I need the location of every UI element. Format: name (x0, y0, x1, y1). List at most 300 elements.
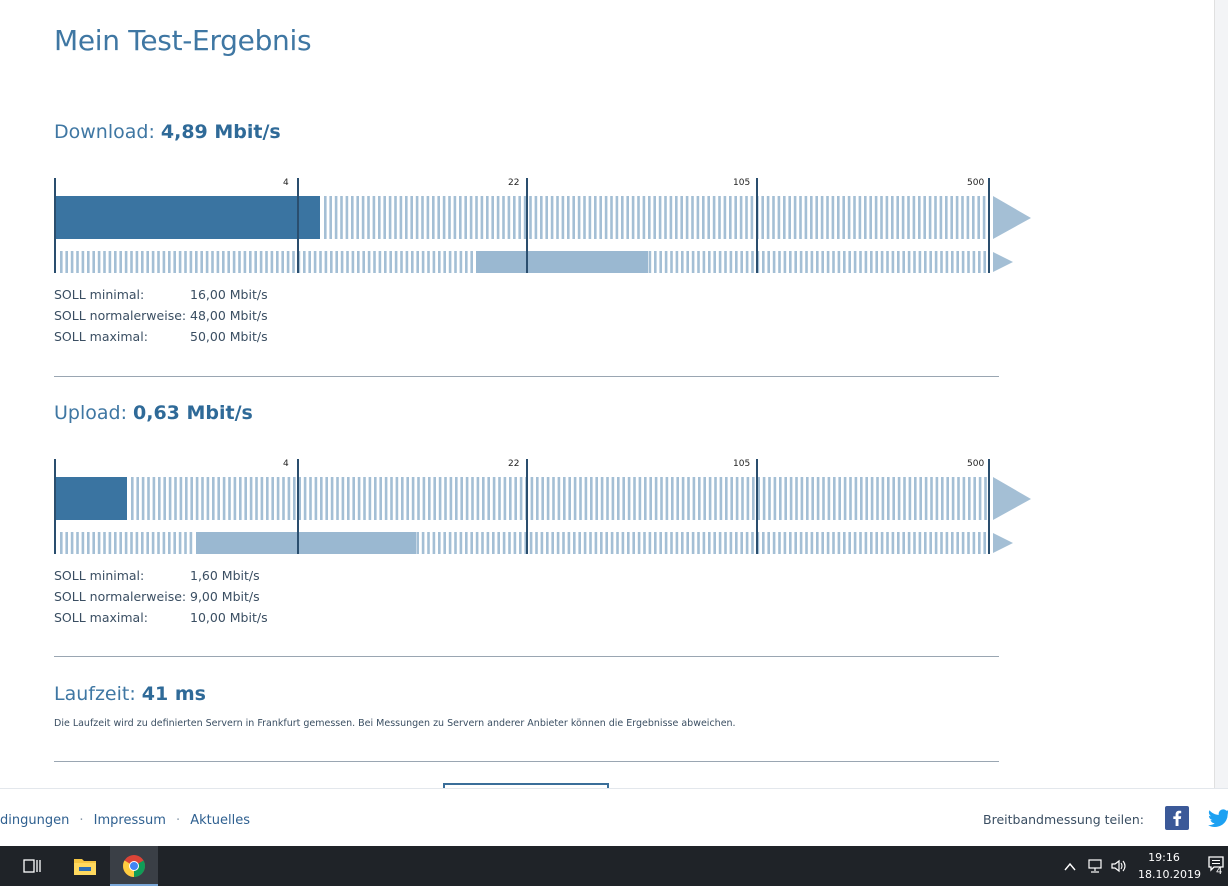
download-scale-stripe (826, 196, 829, 239)
download-scale-stripe (276, 251, 279, 273)
upload-scale-stripe (930, 477, 933, 520)
upload-soll-range-fill (196, 532, 416, 554)
upload-scale-stripe (984, 477, 987, 520)
download-scale-stripe (379, 251, 382, 273)
download-scale-stripe (464, 196, 467, 239)
upload-scale-stripe (778, 532, 781, 554)
footer-link-impressum[interactable]: Impressum (93, 813, 166, 828)
download-scale-stripe (729, 196, 732, 239)
upload-scale-stripe (946, 477, 949, 520)
upload-scale-stripe (794, 532, 797, 554)
download-scale-stripe (502, 196, 505, 239)
download-scale-stripe (281, 251, 284, 273)
download-scale-stripe (794, 196, 797, 239)
upload-scale-stripe (838, 532, 841, 554)
download-scale-stripe (179, 251, 182, 273)
download-scale-stripe (896, 196, 899, 239)
upload-scale-stripe (655, 477, 658, 520)
download-scale-stripe (967, 251, 970, 273)
download-scale-stripe (454, 251, 457, 273)
download-scale-stripe (287, 251, 290, 273)
download-scale-stripe (540, 196, 543, 239)
upload-scale-stripe (514, 477, 517, 520)
download-scale-stripe (605, 196, 608, 239)
download-scale-stripe (697, 251, 700, 273)
download-scale-stripe (843, 251, 846, 273)
upload-scale-stripe (936, 477, 939, 520)
upload-scale-stripe (428, 477, 431, 520)
upload-scale-stripe (146, 532, 149, 554)
download-scale-stripe (676, 251, 679, 273)
upload-scale-stripe (898, 477, 901, 520)
upload-scale-stripe (956, 532, 959, 554)
upload-scale-stripe (957, 477, 960, 520)
upload-scale-stripe (886, 532, 889, 554)
upload-scale-stripe (935, 532, 938, 554)
upload-scale-stripe (470, 532, 473, 554)
download-scale-stripe (870, 251, 873, 273)
chevron-up-icon[interactable] (1063, 859, 1077, 873)
download-scale-stripe (384, 251, 387, 273)
download-scale-stripe (438, 251, 441, 273)
upload-scale-stripe (929, 532, 932, 554)
download-scale-stripe (271, 251, 274, 273)
upload-scale-stripe (789, 532, 792, 554)
chrome-taskbar-button[interactable] (110, 846, 158, 886)
latency-label: Laufzeit: (54, 683, 142, 705)
download-scale-stripe (637, 196, 640, 239)
upload-scale-stripe (611, 532, 614, 554)
download-scale-stripe (395, 251, 398, 273)
download-scale-stripe (491, 196, 494, 239)
upload-scale-stripe (87, 532, 90, 554)
upload-scale-stripe (103, 532, 106, 554)
upload-scale-stripe (347, 477, 350, 520)
download-scale-stripe (529, 196, 532, 239)
download-scale-stripe (130, 251, 133, 273)
download-scale-stripe (978, 251, 981, 273)
download-scale-stripe (427, 196, 430, 239)
upload-scale-stripe (860, 477, 863, 520)
download-scale-stripe (762, 251, 765, 273)
upload-scale-stripe (908, 532, 911, 554)
upload-scale-stripe (71, 532, 74, 554)
upload-scale-stripe (509, 477, 512, 520)
download-scale-stripe (465, 251, 468, 273)
upload-scale-stripe (671, 477, 674, 520)
footer-separator: · (79, 813, 84, 828)
download-scale-stripe (654, 251, 657, 273)
upload-scale-stripe (632, 532, 635, 554)
download-scale-stripe (772, 196, 775, 239)
download-soll-list: SOLL minimal: 16,00 Mbit/s SOLL normalerweise: 48,00 Mbit/s SOLL maximal: 50,00 Mbit/s (54, 287, 268, 344)
upload-scale-stripe (978, 532, 981, 554)
download-scale-stripe (686, 196, 689, 239)
upload-scale-stripe (465, 532, 468, 554)
upload-scale-stripe (670, 532, 673, 554)
upload-scale-stripe (644, 477, 647, 520)
download-scale-stripe (308, 251, 311, 273)
download-scale-stripe (719, 251, 722, 273)
upload-scale-stripe (805, 532, 808, 554)
upload-scale-stripe (687, 477, 690, 520)
download-scale-stripe (691, 196, 694, 239)
upload-scale-stripe (163, 532, 166, 554)
upload-scale-stripe (654, 532, 657, 554)
upload-scale-stripe (638, 532, 641, 554)
upload-scale-stripe (875, 532, 878, 554)
twitter-icon[interactable] (1206, 806, 1228, 830)
upload-scale-stripe (266, 477, 269, 520)
download-scale-stripe (406, 251, 409, 273)
upload-scale-stripe (892, 477, 895, 520)
upload-scale-stripe (806, 477, 809, 520)
page-scrollbar[interactable] (1214, 0, 1228, 788)
download-scale-stripe (329, 196, 332, 239)
download-scale-stripe (233, 251, 236, 273)
upload-scale-stripe (628, 477, 631, 520)
upload-scale-stripe (482, 477, 485, 520)
upload-scale-stripe (282, 477, 285, 520)
upload-scale-stripe (817, 477, 820, 520)
upload-scale-stripe (427, 532, 430, 554)
download-scale-stripe (977, 196, 980, 239)
download-scale-stripe (513, 196, 516, 239)
download-scale-stripe (621, 196, 624, 239)
download-scale-stripe (594, 196, 597, 239)
download-scale-stripe (811, 251, 814, 273)
upload-scale-stripe (746, 532, 749, 554)
download-scale-stripe (254, 251, 257, 273)
upload-scale-stripe (460, 477, 463, 520)
upload-scale-stripe (551, 532, 554, 554)
download-scale-stripe (869, 196, 872, 239)
upload-scale-stripe (881, 532, 884, 554)
upload-scale-stripe (779, 477, 782, 520)
upload-heading (54, 402, 253, 424)
download-scale-stripe (713, 196, 716, 239)
upload-scale-stripe (633, 477, 636, 520)
upload-scale-stripe (379, 477, 382, 520)
download-scale-stripe (497, 196, 500, 239)
download-scale-stripe (373, 196, 376, 239)
upload-scale-stripe (541, 477, 544, 520)
download-scale-stripe (751, 196, 754, 239)
download-scale-stripe (211, 251, 214, 273)
upload-scale-stripe (471, 477, 474, 520)
download-scale-stripe (675, 196, 678, 239)
upload-scale-stripe (487, 532, 490, 554)
download-scale-stripe (670, 196, 673, 239)
upload-scale-stripe (584, 532, 587, 554)
share-label: Breitbandmessung teilen: (983, 812, 1144, 827)
upload-scale-stripe (541, 532, 544, 554)
upload-scale-stripe (136, 477, 139, 520)
download-scale-stripe (340, 196, 343, 239)
download-scale-stripe (470, 196, 473, 239)
upload-scale-stripe (563, 477, 566, 520)
download-scale-stripe (805, 196, 808, 239)
download-scale-stripe (433, 251, 436, 273)
upload-scale-stripe (919, 532, 922, 554)
upload-scale-stripe (914, 477, 917, 520)
download-scale-stripe (481, 196, 484, 239)
upload-scale-stripe (843, 532, 846, 554)
upload-scale-stripe (681, 532, 684, 554)
download-scale-stripe (707, 196, 710, 239)
download-scale-stripe (460, 251, 463, 273)
upload-scale-stripe (697, 532, 700, 554)
download-scale-stripe (643, 196, 646, 239)
download-scale-stripe (459, 196, 462, 239)
upload-scale-stripe (158, 477, 161, 520)
download-scale-stripe (626, 196, 629, 239)
download-scale-stripe (745, 196, 748, 239)
upload-scale-stripe (763, 477, 766, 520)
upload-tick-label-4: 4 (283, 459, 289, 469)
chrome-icon (122, 854, 146, 878)
upload-scale-stripe (416, 532, 419, 554)
upload-scale-stripe (827, 532, 830, 554)
download-scale-stripe (422, 251, 425, 273)
download-scale-stripe (692, 251, 695, 273)
upload-scale-stripe (234, 477, 237, 520)
download-tick-label-500: 500 (967, 178, 985, 188)
upload-scale-stripe (390, 477, 393, 520)
download-scale-stripe (443, 196, 446, 239)
upload-soll-list: SOLL minimal: 1,60 Mbit/s SOLL normalerweise: 9,00 Mbit/s SOLL maximal: 10,00 Mbit/s (54, 568, 268, 625)
download-scale-stripe (816, 251, 819, 273)
download-scale-stripe (292, 251, 295, 273)
upload-scale-stripe (82, 532, 85, 554)
download-scale-stripe (778, 196, 781, 239)
upload-scale-stripe (552, 477, 555, 520)
download-scale-stripe (838, 251, 841, 273)
upload-scale-stripe (686, 532, 689, 554)
download-scale-stripe (934, 196, 937, 239)
download-scale-stripe (751, 251, 754, 273)
download-tick-label-105: 105 (733, 178, 751, 188)
download-scale-stripe (238, 251, 241, 273)
upload-scale-stripe (449, 532, 452, 554)
upload-scale-stripe (417, 477, 420, 520)
upload-scale-stripe (983, 532, 986, 554)
download-scale-stripe (983, 251, 986, 273)
upload-tick-label-22: 22 (508, 459, 520, 469)
footer-links (0, 809, 250, 828)
upload-scale-stripe (951, 532, 954, 554)
upload-scale-stripe (320, 477, 323, 520)
upload-scale-stripe (504, 477, 507, 520)
upload-scale-stripe (255, 477, 258, 520)
download-scale-stripe (697, 196, 700, 239)
upload-label: Upload: (54, 402, 134, 424)
download-scale-stripe (935, 251, 938, 273)
download-scale-stripe (103, 251, 106, 273)
upload-scale-stripe (239, 477, 242, 520)
upload-scale-stripe (573, 532, 576, 554)
upload-scale-stripe (271, 477, 274, 520)
download-scale-stripe (200, 251, 203, 273)
upload-scale-stripe (568, 532, 571, 554)
upload-scale-stripe (450, 477, 453, 520)
upload-scale-stripe (713, 532, 716, 554)
upload-scale-stripe (153, 477, 156, 520)
upload-scale-stripe (65, 532, 68, 554)
upload-scale-stripe (196, 477, 199, 520)
upload-scale-stripe (493, 477, 496, 520)
download-scale-stripe (940, 251, 943, 273)
download-scale-stripe (394, 196, 397, 239)
download-scale-stripe (114, 251, 117, 273)
network-icon[interactable] (1086, 858, 1104, 874)
upload-scale-stripe (293, 477, 296, 520)
download-scale-stripe (432, 196, 435, 239)
download-scale-stripe (821, 251, 824, 273)
upload-scale-stripe (612, 477, 615, 520)
upload-scale-stripe (309, 477, 312, 520)
upload-scale-stripe (600, 532, 603, 554)
upload-scale-stripe (433, 477, 436, 520)
download-scale-stripe (368, 251, 371, 273)
download-scale-stripe (773, 251, 776, 273)
upload-scale-stripe (152, 532, 155, 554)
download-scale-stripe (362, 251, 365, 273)
upload-scale-stripe (855, 477, 858, 520)
download-scale-stripe (919, 251, 922, 273)
download-scale-stripe (718, 196, 721, 239)
volume-icon[interactable] (1110, 858, 1128, 874)
download-scale-stripe (362, 196, 365, 239)
upload-scale-stripe (369, 477, 372, 520)
upload-scale-stripe (374, 477, 377, 520)
download-scale-stripe (141, 251, 144, 273)
upload-scale-stripe (147, 477, 150, 520)
upload-scale-stripe (574, 477, 577, 520)
upload-scale-stripe (925, 477, 928, 520)
upload-scale-stripe (562, 532, 565, 554)
upload-scale-stripe (190, 477, 193, 520)
download-scale-stripe (902, 251, 905, 273)
system-clock[interactable] (1138, 849, 1201, 883)
upload-scale-stripe (578, 532, 581, 554)
upload-scale-stripe (304, 477, 307, 520)
download-scale-stripe (314, 251, 317, 273)
download-scale-stripe (206, 251, 209, 273)
upload-scale-stripe (816, 532, 819, 554)
upload-scale-stripe (119, 532, 122, 554)
upload-scale-stripe (190, 532, 193, 554)
task-view-icon[interactable] (22, 858, 44, 874)
download-scale-stripe (724, 251, 727, 273)
upload-scale-stripe (720, 477, 723, 520)
upload-scale-stripe (622, 532, 625, 554)
upload-scale-stripe (492, 532, 495, 554)
upload-tick-label-500: 500 (967, 459, 985, 469)
download-scale-stripe (335, 196, 338, 239)
download-scale-stripe (929, 251, 932, 273)
download-heading (54, 121, 281, 143)
upload-scale-stripe (821, 532, 824, 554)
file-explorer-icon[interactable] (73, 855, 97, 877)
upload-scale-stripe (558, 477, 561, 520)
upload-scale-stripe (157, 532, 160, 554)
download-scale-stripe (352, 251, 355, 273)
upload-scale-stripe (887, 477, 890, 520)
download-scale-stripe (556, 196, 559, 239)
upload-scale-stripe (832, 532, 835, 554)
upload-scale-stripe (762, 532, 765, 554)
upload-scale-stripe (98, 532, 101, 554)
upload-scale-stripe (773, 532, 776, 554)
download-scale-stripe (853, 196, 856, 239)
download-scale-stripe (848, 251, 851, 273)
download-scale-stripe (437, 196, 440, 239)
download-scale-stripe (842, 196, 845, 239)
upload-scale-stripe (487, 477, 490, 520)
upload-scale-stripe (703, 532, 706, 554)
upload-scale-stripe (498, 477, 501, 520)
download-scale-stripe (730, 251, 733, 273)
download-scale-stripe (449, 251, 452, 273)
footer-link-nutzungsbedingungen[interactable]: dingungen (0, 813, 70, 828)
download-scale-stripe (190, 251, 193, 273)
upload-scale-stripe (924, 532, 927, 554)
download-scale-stripe (859, 196, 862, 239)
facebook-icon[interactable] (1165, 806, 1189, 830)
download-scale-stripe (805, 251, 808, 273)
upload-scale-stripe (179, 532, 182, 554)
download-scale-stripe (163, 251, 166, 273)
notification-count: 4 (1216, 866, 1223, 877)
notification-center-icon[interactable] (1208, 856, 1228, 878)
download-scale-stripe (681, 251, 684, 273)
upload-scale-stripe (714, 477, 717, 520)
download-scale-stripe (65, 251, 68, 273)
download-scale-stripe (518, 196, 521, 239)
download-scale-stripe (562, 196, 565, 239)
download-scale-stripe (98, 251, 101, 273)
download-scale-stripe (767, 251, 770, 273)
upload-scale-stripe (740, 532, 743, 554)
upload-scale-stripe (422, 532, 425, 554)
upload-scale-stripe (476, 532, 479, 554)
upload-scale-stripe (277, 477, 280, 520)
upload-scale-stripe (433, 532, 436, 554)
download-scale-stripe (60, 251, 63, 273)
upload-scale-stripe (358, 477, 361, 520)
upload-scale-stripe (223, 477, 226, 520)
upload-scale-stripe (244, 477, 247, 520)
upload-scale-stripe (557, 532, 560, 554)
download-scale-stripe (335, 251, 338, 273)
footer-link-aktuelles[interactable]: Aktuelles (190, 813, 251, 828)
windows-taskbar (0, 846, 1228, 886)
upload-scale-stripe (871, 477, 874, 520)
download-scale-stripe (136, 251, 139, 273)
upload-scale-stripe (261, 477, 264, 520)
upload-scale-stripe (828, 477, 831, 520)
upload-scale-stripe (752, 477, 755, 520)
download-scale-stripe (832, 196, 835, 239)
upload-scale-stripe (288, 477, 291, 520)
download-scale-stripe (832, 251, 835, 273)
download-scale-stripe (454, 196, 457, 239)
upload-scale-stripe (666, 477, 669, 520)
upload-scale-stripe (854, 532, 857, 554)
download-scale-stripe (945, 196, 948, 239)
upload-scale-stripe (455, 477, 458, 520)
